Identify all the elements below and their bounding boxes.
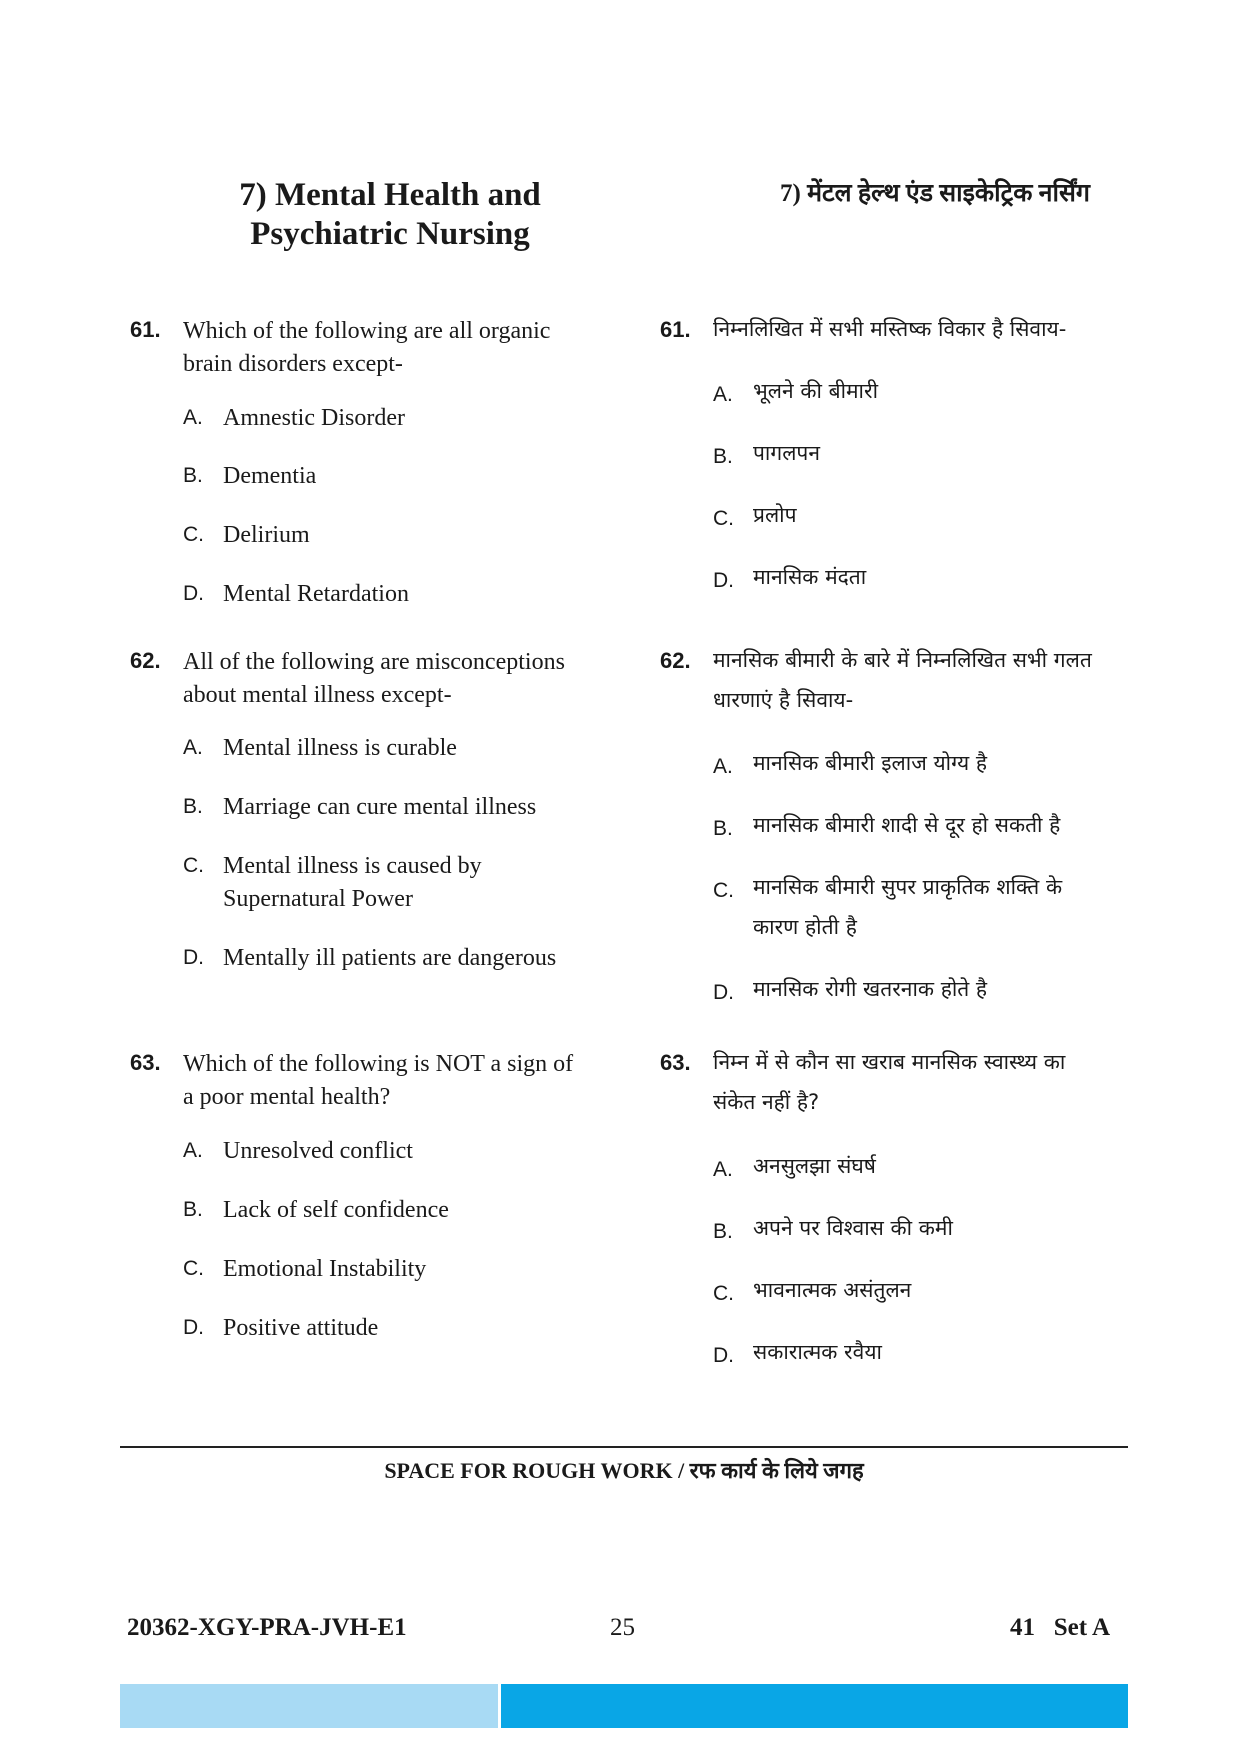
page-number: 25 xyxy=(610,1614,635,1641)
footer-bar-light xyxy=(120,1684,498,1728)
section-title-hindi: 7) मेंटल हेल्थ एंड साइकेट्रिक नर्सिंग xyxy=(780,180,1090,207)
section-title-english: 7) Mental Health and Psychiatric Nursing xyxy=(239,177,541,252)
divider-line xyxy=(120,1446,1128,1448)
footer-code: 20362-XGY-PRA-JVH-E1 xyxy=(127,1614,407,1641)
set-label: 41 Set A xyxy=(1010,1614,1110,1641)
rough-work-label: SPACE FOR ROUGH WORK / रफ कार्य के लिये जगह xyxy=(384,1458,864,1483)
footer-bar-dark xyxy=(501,1684,1128,1728)
